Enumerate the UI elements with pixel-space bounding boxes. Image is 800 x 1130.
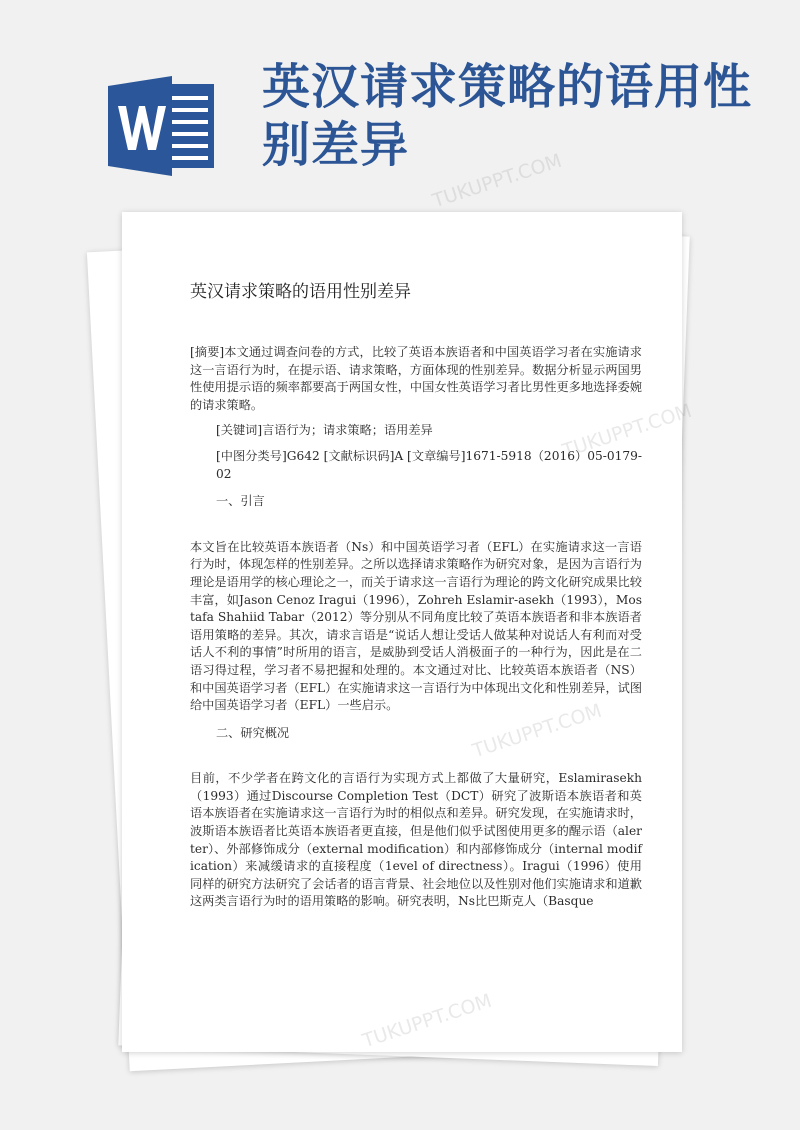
- page-header: [0, 0, 800, 213]
- abstract-paragraph: [摘要]本文通过调查问卷的方式，比较了英语本族语者和中国英语学习者在实施请求这一言语行为时，在提示语、请求策略，方面体现的性别差异。数据分析显示两国男性使用提示语的频率都要高于两国女性，中国女性英语学习者比男性更多地选择委婉的请求策略。: [190, 345, 642, 412]
- section-heading: 一、引言: [216, 494, 265, 509]
- section-heading: 二、研究概况: [216, 725, 290, 740]
- document-title: 英汉请求策略的语用性别差异: [190, 282, 411, 302]
- classification-paragraph: [中图分类号]G642 [文献标识码]A [文章编号]1671-5918（2016）05-0179-02: [216, 448, 642, 481]
- word-document-icon: [108, 76, 218, 176]
- watermark-text: TUKUPPT.COM: [429, 149, 565, 213]
- body-paragraph: 本文旨在比较英语本族语者（Ns）和中国英语学习者（EFL）在实施请求这一言语行为时，体现怎样的性别差异。之所以选择请求策略作为研究对象，是因为言语行为理论是语用学的核心理论之一，而关于请求这一言语行为理论的跨文化研究成果比较丰富，如Jason Cenoz Iragui（1996），Zohreh Eslamir-asekh（1993），Mostafa Shahiid Tabar（2012）等分别从不同角度比较了英语本族语者和非本族语者语用策略的差异。其次，请求言语是“说话人想让受话人做某种对说话人有利而对受话人不利的事情”时所用的语言，是威胁到受话人消极面子的一种行为，因此是在二语习得过程，学习者不易把握和处理的。本文通过对比、比较英语本族语者（NS）和中国英语学习者（EFL）在实施请求这一言语行为中体现出文化和性别差异，试图给中国英语学习者（EFL）一些启示。: [190, 539, 643, 713]
- keywords-paragraph: [关键词]言语行为；请求策略；语用差异: [216, 423, 433, 438]
- document-content: [190, 280, 642, 919]
- page-title: 英汉请求策略的语用性别差异: [262, 59, 753, 173]
- body-paragraph: 目前，不少学者在跨文化的言语行为实现方式上都做了大量研究，Eslamirasekh（1993）通过Discourse Completion Test（DCT）研究了波斯语本族语者和英语本族语者在实施请求这一言语行为时的相似点和差异。研究发现，在实施请求时，波斯语本族语者比英语本族语者更直接，但是他们似乎试图使用更多的醒示语（alerter）、外部修饰成分（external modification）和内部修饰成分（internal modification）来减缓请求的直接程度（1evel of directness）。Iragui（1996）使用同样的研究方法研究了会话者的语言背景、社会地位以及性别对他们实施请求和道歉这两类言语行为时的语用策略的影响。研究表明，Ns比巴斯克人（Basque: [190, 771, 642, 909]
